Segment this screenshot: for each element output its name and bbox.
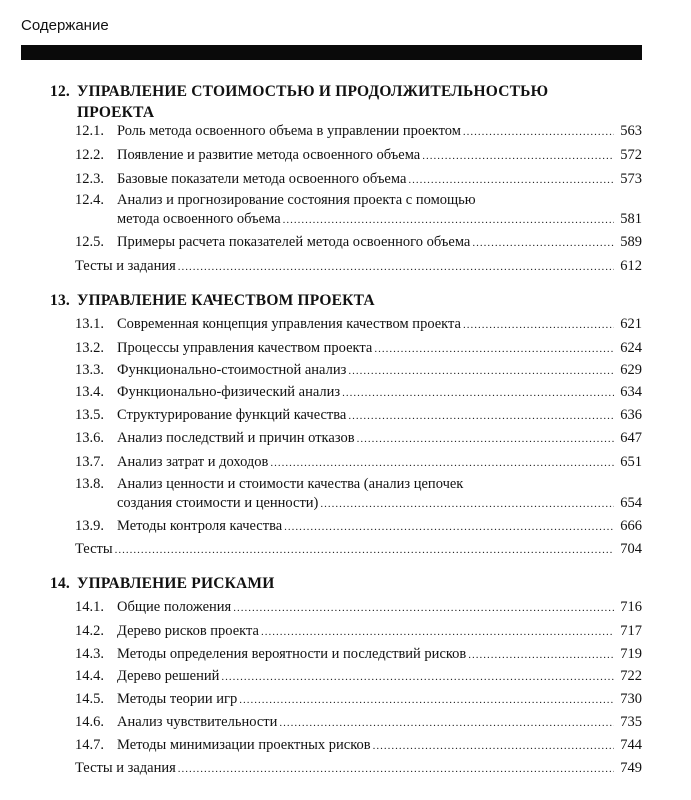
section-number: 12.3. — [75, 171, 104, 187]
section-title: Базовые показатели метода освоенного объема — [117, 171, 407, 187]
section-number: 12.5. — [75, 234, 104, 250]
page-number: 563 — [620, 123, 642, 139]
toc-entry — [75, 361, 642, 381]
dot-leader — [348, 362, 614, 381]
toc-entry-line — [75, 540, 642, 560]
dot-leader — [342, 384, 614, 403]
toc-entry — [75, 406, 642, 426]
page-number: 589 — [620, 234, 642, 250]
dot-leader — [320, 495, 614, 514]
toc-entry-line — [75, 713, 642, 733]
page-number: 621 — [620, 316, 642, 332]
page-number: 634 — [620, 384, 642, 400]
section-title: Методы контроля качества — [117, 518, 283, 534]
toc-entry — [75, 622, 642, 642]
section-number: 14.4. — [75, 668, 104, 684]
toc-entry-line — [75, 257, 642, 277]
dot-leader — [408, 171, 614, 190]
dot-leader — [270, 454, 614, 473]
dot-leader — [357, 430, 614, 449]
toc-entry-line — [75, 339, 642, 359]
page-number: 654 — [620, 495, 642, 511]
chapter-title-line — [50, 81, 570, 102]
section-number: 14.1. — [75, 599, 104, 615]
section-title: Современная концепция управления качеством проекта — [117, 316, 461, 332]
dot-leader — [468, 646, 614, 665]
section-title: Появление и развитие метода освоенного объема — [117, 147, 421, 163]
toc-entry — [75, 429, 642, 449]
toc-entry-tests — [75, 257, 642, 277]
section-number: 13.4. — [75, 384, 104, 400]
section-number: 14.3. — [75, 646, 104, 662]
section-number: 12.4. — [75, 192, 104, 208]
toc-entry-line — [75, 429, 642, 449]
dot-leader — [373, 737, 614, 756]
dot-leader — [374, 340, 614, 359]
page-number: 581 — [620, 211, 642, 227]
page-number: 573 — [620, 171, 642, 187]
section-number: 13.8. — [75, 476, 104, 492]
toc-entry-line — [75, 361, 642, 381]
chapter-number: 12. — [50, 83, 70, 100]
toc-entry — [75, 146, 642, 166]
toc-entry — [75, 690, 642, 710]
dot-leader — [115, 541, 614, 560]
toc-entry — [75, 383, 642, 403]
section-number: 13.9. — [75, 518, 104, 534]
section-number: 12.1. — [75, 123, 104, 139]
section-number: 13.6. — [75, 430, 104, 446]
toc-entry-line — [75, 406, 642, 426]
toc-entry-line — [75, 667, 642, 687]
toc-entry-line — [75, 622, 642, 642]
section-number: 14.6. — [75, 714, 104, 730]
section-title: Дерево решений — [117, 668, 220, 684]
chapter-title-text: УПРАВЛЕНИЕ КАЧЕСТВОМ ПРОЕКТА — [77, 292, 375, 309]
toc-entry-tests — [75, 759, 642, 779]
section-number: 14.7. — [75, 737, 104, 753]
chapter-title — [50, 81, 570, 123]
section-title: Общие положения — [117, 599, 232, 615]
toc-entry-last-line — [75, 210, 642, 230]
section-title: Методы минимизации проектных рисков — [117, 737, 371, 753]
chapter-title — [50, 290, 570, 311]
section-number: 13.1. — [75, 316, 104, 332]
toc-entry — [75, 517, 642, 537]
toc-entry — [75, 191, 642, 230]
section-title: Методы определения вероятности и последствий рисков — [117, 646, 467, 662]
section-title-continuation: метода освоенного объема — [117, 211, 281, 227]
toc-entry — [75, 339, 642, 359]
dot-leader — [422, 147, 614, 166]
chapter-number: 13. — [50, 292, 70, 309]
page-number: 722 — [620, 668, 642, 684]
toc-entry-tests — [75, 540, 642, 560]
section-title: Процессы управления качеством проекта — [117, 340, 373, 356]
dot-leader — [463, 316, 614, 335]
chapter-title-line — [50, 573, 570, 594]
toc-entry — [75, 598, 642, 618]
toc-entry-line — [75, 315, 642, 335]
section-number: 14.5. — [75, 691, 104, 707]
page-header-title: Содержание — [21, 17, 109, 34]
chapter-number: 14. — [50, 575, 70, 592]
section-title: Анализ последствий и причин отказов — [117, 430, 355, 446]
page-number: 749 — [620, 760, 642, 776]
page-number: 624 — [620, 340, 642, 356]
section-title: Тесты — [75, 541, 113, 557]
dot-leader — [472, 234, 614, 253]
section-title: Примеры расчета показателей метода освоенного объема — [117, 234, 471, 250]
section-number: 13.3. — [75, 362, 104, 378]
page-number: 572 — [620, 147, 642, 163]
page-number: 647 — [620, 430, 642, 446]
page-number: 735 — [620, 714, 642, 730]
toc-entry — [75, 453, 642, 473]
toc-entry-line — [75, 122, 642, 142]
page-number: 717 — [620, 623, 642, 639]
section-title: Анализ ценности и стоимости качества (анализ цепочек — [117, 476, 464, 492]
toc-entry-line — [75, 759, 642, 779]
chapter-title-continuation: ПРОЕКТА — [77, 104, 155, 121]
page-number: 636 — [620, 407, 642, 423]
toc-entry-line — [75, 736, 642, 756]
section-title: Анализ затрат и доходов — [117, 454, 269, 470]
toc-entry-line — [75, 146, 642, 166]
dot-leader — [463, 123, 614, 142]
section-title: Тесты и задания — [75, 258, 176, 274]
dot-leader — [279, 714, 614, 733]
page-number: 629 — [620, 362, 642, 378]
toc-entry — [75, 475, 642, 514]
dot-leader — [233, 599, 614, 618]
page-number: 704 — [620, 541, 642, 557]
toc-entry-line — [75, 453, 642, 473]
page-number: 719 — [620, 646, 642, 662]
chapter-title-text: УПРАВЛЕНИЕ СТОИМОСТЬЮ И ПРОДОЛЖИТЕЛЬНОСТЬЮ — [77, 83, 549, 100]
page-number: 612 — [620, 258, 642, 274]
section-number: 13.7. — [75, 454, 104, 470]
section-number: 12.2. — [75, 147, 104, 163]
toc-entry — [75, 315, 642, 335]
toc-entry-first-line — [75, 191, 642, 210]
section-number: 13.5. — [75, 407, 104, 423]
toc-entry-line — [75, 383, 642, 403]
section-title: Роль метода освоенного объема в управлении проектом — [117, 123, 461, 139]
chapter-title — [50, 573, 570, 594]
toc-entry-last-line — [75, 494, 642, 514]
dot-leader — [178, 258, 614, 277]
dot-leader — [261, 623, 614, 642]
dot-leader — [348, 407, 614, 426]
toc-entry — [75, 122, 642, 142]
dot-leader — [284, 518, 614, 537]
toc-entry-first-line — [75, 475, 642, 494]
toc-entry — [75, 170, 642, 190]
toc-entry — [75, 667, 642, 687]
page-number: 666 — [620, 518, 642, 534]
section-title: Функционально-физический анализ — [117, 384, 341, 400]
toc-entry-line — [75, 690, 642, 710]
chapter-title-text: УПРАВЛЕНИЕ РИСКАМИ — [77, 575, 275, 592]
section-title: Анализ и прогнозирование состояния проекта с помощью — [117, 192, 476, 208]
toc-entry — [75, 736, 642, 756]
dot-leader — [283, 211, 614, 230]
page-number: 730 — [620, 691, 642, 707]
section-title: Тесты и задания — [75, 760, 176, 776]
section-title: Методы теории игр — [117, 691, 238, 707]
toc-entry-line — [75, 645, 642, 665]
toc-entry — [75, 645, 642, 665]
toc-entry-line — [75, 233, 642, 253]
section-title: Анализ чувствительности — [117, 714, 278, 730]
section-title: Дерево рисков проекта — [117, 623, 259, 639]
toc-entry-line — [75, 517, 642, 537]
toc-entry — [75, 233, 642, 253]
chapter-title-line — [50, 290, 570, 311]
section-number: 14.2. — [75, 623, 104, 639]
page-number: 744 — [620, 737, 642, 753]
toc-entry-line — [75, 170, 642, 190]
section-title: Структурирование функций качества — [117, 407, 347, 423]
toc-entry-line — [75, 598, 642, 618]
page-number: 651 — [620, 454, 642, 470]
section-number: 13.2. — [75, 340, 104, 356]
page-number: 716 — [620, 599, 642, 615]
section-title: Функционально-стоимостной анализ — [117, 362, 347, 378]
dot-leader — [239, 691, 614, 710]
toc-entry — [75, 713, 642, 733]
section-title-continuation: создания стоимости и ценности) — [117, 495, 319, 511]
dot-leader — [221, 668, 614, 687]
dot-leader — [178, 760, 614, 779]
